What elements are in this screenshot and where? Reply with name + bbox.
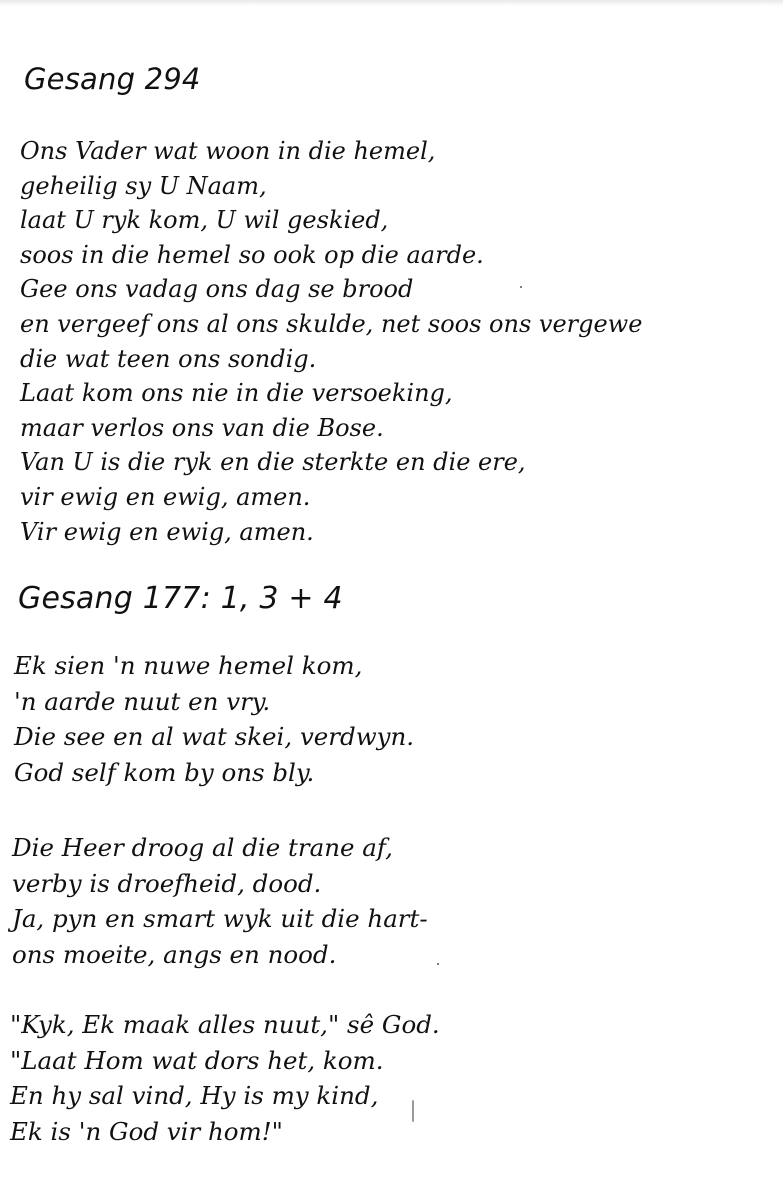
hymn-294-title: Gesang 294 <box>24 62 201 96</box>
hymn-294-line: Ons Vader wat woon in die hemel, <box>20 137 436 165</box>
hymn-177-verse-3 <box>12 830 428 972</box>
verse-line: ons moeite, angs en nood. <box>12 939 337 969</box>
hymn-177-title: Gesang 177: 1, 3 + 4 <box>18 581 343 616</box>
verse-line: "Laat Hom wat dors het, kom. <box>10 1045 384 1075</box>
hymn-294-line: en vergeef ons al ons skulde, net soos ons vergewe <box>20 309 643 338</box>
hymn-177-verse-1 <box>14 648 414 790</box>
verse-line: Die see en al wat skei, verdwyn. <box>14 722 415 751</box>
verse-line: Ek sien 'n nuwe hemel kom, <box>14 651 363 680</box>
hymn-294-line: Van U is die ryk en die sterkte en die ere, <box>20 448 526 477</box>
verse-line: En hy sal vind, Hy is my kind, <box>10 1081 379 1110</box>
verse-line: 'n aarde nuut en vry. <box>14 686 271 716</box>
hymn-294-text <box>20 134 642 549</box>
hymn-294-line: Gee ons vadag ons dag se brood <box>20 275 414 304</box>
verse-line: Ek is 'n God vir hom!" <box>10 1116 283 1146</box>
verse-line: verby is droefheid, dood. <box>12 868 322 898</box>
hymn-294-line: Vir ewig en ewig, amen. <box>20 517 314 546</box>
verse-line: Die Heer droog al die trane af, <box>12 833 393 862</box>
verse-line: "Kyk, Ek maak alles nuut," sê God. <box>10 1010 440 1039</box>
hymn-294-line: vir ewig en ewig, amen. <box>20 482 311 511</box>
hymn-177-verse-4 <box>10 1007 440 1149</box>
hymn-294-line: geheilig sy U Naam, <box>20 171 267 200</box>
hymn-294-line: Laat kom ons nie in die versoeking, <box>20 379 453 408</box>
verse-line: Ja, pyn en smart wyk uit die hart- <box>12 904 428 933</box>
scan-edge <box>0 0 783 6</box>
hymn-294-line: die wat teen ons sondig. <box>20 344 317 373</box>
hymn-294-line: laat U ryk kom, U wil geskied, <box>20 206 389 235</box>
scan-speck <box>437 963 439 965</box>
verse-line: God self kom by ons bly. <box>14 757 315 787</box>
hymn-294-line: soos in die hemel so ook op die aarde. <box>20 240 484 269</box>
hymn-294-line: maar verlos ons van die Bose. <box>20 413 384 442</box>
scan-speck <box>412 1100 414 1122</box>
scan-speck <box>520 286 522 288</box>
